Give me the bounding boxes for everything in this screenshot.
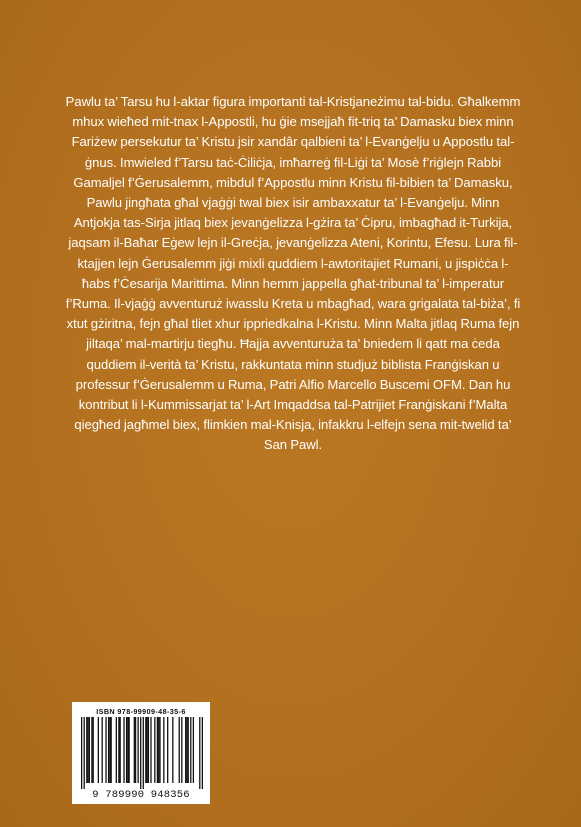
barcode-bar	[86, 717, 87, 783]
barcode-bar	[193, 717, 194, 783]
barcode-bar	[91, 717, 92, 783]
barcode-digits: 9 789990 948356	[92, 789, 190, 801]
barcode-bar	[143, 717, 144, 789]
barcode-bar	[181, 717, 182, 783]
barcode-bar	[105, 717, 106, 783]
barcode-bar	[109, 717, 110, 783]
barcode-bar	[172, 717, 173, 783]
barcode-bar	[126, 717, 127, 783]
barcode-bar	[159, 717, 160, 783]
barcode-bar	[167, 717, 168, 783]
barcode-bar	[134, 717, 135, 783]
barcode-bar	[89, 717, 90, 783]
barcode-bar	[98, 717, 99, 783]
barcode-bar	[81, 717, 82, 789]
barcode-bar	[185, 717, 186, 783]
barcode-bar	[202, 717, 203, 789]
barcode-bars	[81, 717, 203, 789]
barcode-bar	[148, 717, 149, 783]
barcode-bar	[140, 717, 141, 789]
barcode-bar	[186, 717, 187, 783]
barcode-bar	[138, 717, 139, 783]
barcode-bar	[154, 717, 155, 783]
barcode-bar	[157, 717, 158, 783]
barcode-bar	[179, 717, 180, 783]
barcode-bar	[188, 717, 189, 783]
barcode-bar	[118, 717, 119, 783]
barcode-bar	[158, 717, 159, 783]
barcode-bar	[190, 717, 191, 783]
barcode-bar	[123, 717, 124, 783]
barcode-bar	[108, 717, 109, 783]
barcode-bar	[127, 717, 128, 783]
barcode-bar	[150, 717, 151, 783]
barcode-bar	[129, 717, 130, 783]
barcode-bar	[87, 717, 88, 783]
back-cover-blurb: Pawlu ta’ Tarsu hu l-aktar figura importanti tal-Kristjaneżimu tal-bidu. Għalkemm mhux wieħed mit-tnax l-Appostli, hu ġie msejjaħ fit-triq ta’ Damasku biex minn Fariżew persekutur ta’ Kristu jsir xandâr qalbieni ta’ l-Evanġelju u Appostlu tal-ġnus. Imwieled f’Tarsu taċ-Ċiliċja, imħarreġ fil-Liġi ta’ Mosè f’riġlejn Rabbi Gamaljel f’Ġerusalemm, mibdul f’Appostlu minn Kristu fil-bibien ta’ Damasku, Pawlu jingħata għal vjaġġi twal biex isir ambaxxatur ta’ l-Evanġelju. Minn Antjokja tas-Sirja jitlaq biex jevanġelizza l-gżira ta’ Ċipru, imbagħad it-Turkija, jaqsam il-Baħar Eġew lejn il-Greċja, jevanġelizza Ateni, Korintu, Efesu. Lura fil-ktajjen lejn Ġerusalemm jiġi mixli quddiem l-awtoritajiet Rumani, u jispiċċa l-ħabs f’Ċesarija Marittima. Minn hemm jappella għat-tribunal ta’ l-imperatur f’Ruma. Il-vjaġġ avventuruż iwasslu Kreta u mbagħad, wara grigalata tal-biża’, fi xtut gżiritna, fejn għal tliet xhur ippriedkalna l-Kristu. Minn Malta jitlaq Ruma fejn jiltaqa’ mal-martirju tiegħu. Ħajja avventuruża ta’ bniedem li qatt ma ċeda quddiem il-verità ta’ Kristu, rakkuntata minn studjuż biblista Franġiskan u professur f’Ġerusalemm u Ruma, Patri Alfio Marcello Buscemi OFM. Dan hu kontribut li l-Kummissarjat ta’ l-Art Imqaddsa tal-Patrijiet Franġiskani f’Malta qiegħed jagħmel biex, flimkien mal-Knisja, infakkru l-elfejn sena mit-twelid ta’ San Pawl.	[65, 94, 521, 453]
isbn-barcode	[72, 702, 210, 804]
barcode-bar	[135, 717, 136, 783]
barcode-bar	[111, 717, 112, 783]
barcode-bar	[199, 717, 200, 789]
barcode-bar	[120, 717, 121, 783]
barcode-bar	[84, 717, 85, 789]
isbn-label: ISBN 978-99909-48-35-6	[96, 707, 186, 716]
barcode-bar	[116, 717, 117, 783]
barcode-bar	[93, 717, 94, 783]
barcode-bar	[145, 717, 146, 783]
barcode-bar	[163, 717, 164, 783]
barcode-bar	[102, 717, 103, 783]
barcode-bar	[146, 717, 147, 783]
